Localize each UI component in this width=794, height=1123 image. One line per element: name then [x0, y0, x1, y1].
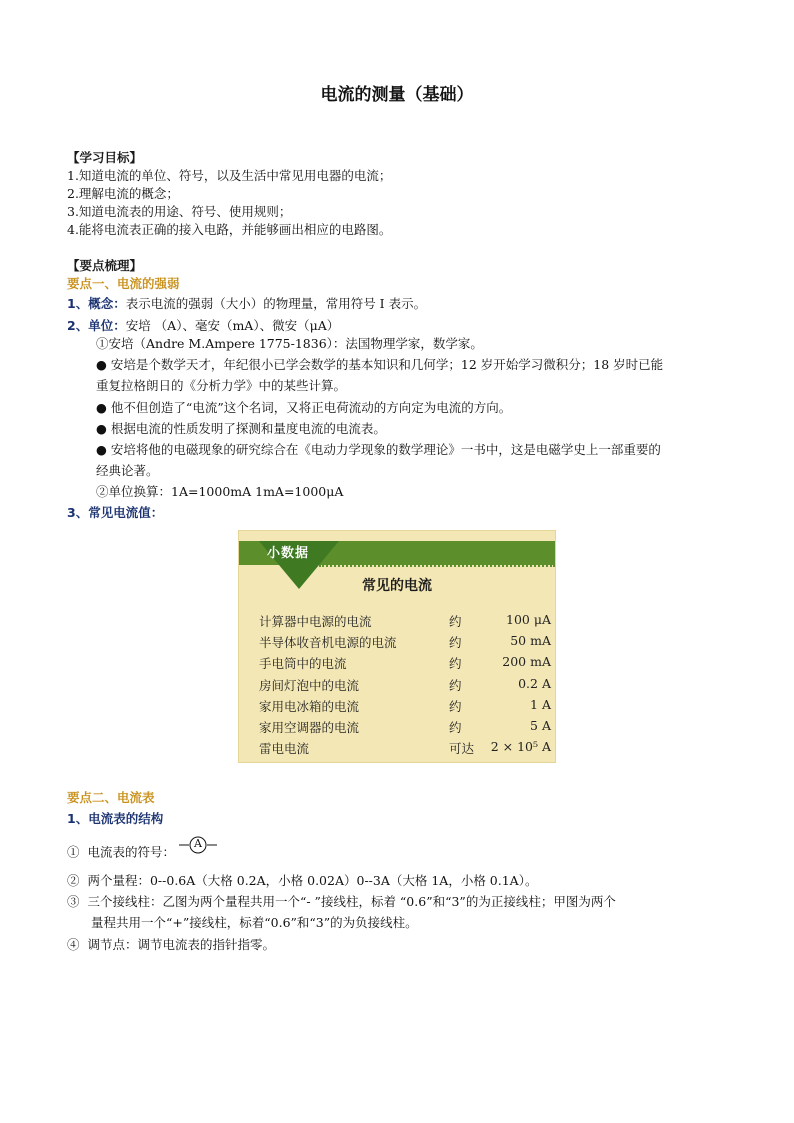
bullet-1: ● 安培是个数学天才，年纪很小已学会数学的基本知识和几何学；12 岁开始学习微积分；18 岁时已能: [96, 357, 664, 372]
table-row: 计算器中电源的电流 约 100 μA: [259, 612, 551, 629]
goal-item: 4.能将电流表正确的接入电路，并能够画出相应的电路图。: [67, 222, 392, 237]
table-row: 雷电电流 可达 2 × 10⁵ A: [259, 739, 551, 756]
goal-item: 3.知道电流表的用途、符号、使用规则；: [67, 204, 292, 219]
goals-heading: 【学习目标】: [67, 150, 143, 165]
table-row: 家用空调器的电流 约 5 A: [259, 718, 551, 735]
goal-item: 2.理解电流的概念；: [67, 186, 179, 201]
common-current-card: [238, 530, 556, 763]
bullet-icon: ●: [96, 357, 107, 372]
concept-label: 1、概念：: [67, 296, 126, 311]
section-2-title: 要点二、电流表: [67, 790, 155, 805]
symbol-line: ① 电流表的符号： A: [67, 843, 217, 863]
zero-adjust-line: ④ 调节点：调节电流表的指针指零。: [67, 937, 275, 952]
ranges-line: ② 两个量程：0--0.6A（大格 0.2A，小格 0.02A）0--3A（大格 1A，小格 0.1A）。: [67, 873, 538, 888]
bullet-3: ● 根据电流的性质发明了探测和量度电流的电流表。: [96, 421, 386, 436]
table-row: 手电筒中的电流 约 200 mA: [259, 654, 551, 671]
bullet-4-cont: 经典论著。: [96, 463, 159, 478]
structure-heading: 1、电流表的结构: [67, 811, 164, 826]
points-heading: 【要点梳理】: [67, 258, 143, 273]
concept-text: 表示电流的强弱（大小）的物理量，常用符号 I 表示。: [125, 296, 427, 311]
bullet-icon: ●: [96, 421, 107, 436]
ammeter-symbol-letter: A: [193, 837, 202, 850]
table-row: 房间灯泡中的电流 约 0.2 A: [259, 676, 551, 693]
bullet-icon: ●: [96, 400, 107, 415]
bullet-1-cont: 重复拉格朗日的《分析力学》中的某些计算。: [96, 378, 347, 393]
bullet-2: ● 他不但创造了“电流”这个名词，又将正电荷流动的方向定为电流的方向。: [96, 400, 512, 415]
terminals-line-cont: 量程共用一个“+”接线柱，标着“0.6”和“3”的为负接线柱。: [91, 915, 418, 930]
goal-item: 1.知道电流的单位、符号，以及生活中常见用电器的电流；: [67, 168, 392, 183]
unit-line: [67, 318, 339, 334]
terminals-line: ③ 三个接线柱：乙图为两个量程共用一个“- ”接线柱，标着 “0.6”和“3”的为正接线柱；甲图为两个: [67, 894, 616, 909]
common-current-label: 3、常见电流值：: [67, 505, 164, 520]
table-row: 家用电冰箱的电流 约 1 A: [259, 697, 551, 714]
concept-line: [67, 296, 426, 312]
section-1-title: 要点一、电流的强弱: [67, 276, 180, 291]
bullet-4: ● 安培将他的电磁现象的研究综合在《电动力学现象的数学理论》一书中，这是电磁学史上一部重要的: [96, 442, 661, 457]
page-title: 电流的测量（基础）: [320, 85, 474, 105]
ammeter-symbol-icon: [179, 837, 217, 863]
ampere-intro: ①安培（Andre M.Ampere 1775-1836）：法国物理学家，数学家。: [96, 336, 483, 351]
card-title: 常见的电流: [362, 578, 432, 594]
unit-conversion: ②单位换算：1A=1000mA 1mA=1000μA: [96, 484, 344, 499]
unit-text: 安培 （A）、毫安（mA）、微安（μA）: [125, 318, 340, 333]
card-dotted-line: [319, 565, 555, 567]
card-tag: 小数据: [267, 546, 310, 561]
table-row: 半导体收音机电源的电流 约 50 mA: [259, 633, 551, 650]
unit-label: 2、单位：: [67, 318, 126, 333]
bullet-icon: ●: [96, 442, 107, 457]
